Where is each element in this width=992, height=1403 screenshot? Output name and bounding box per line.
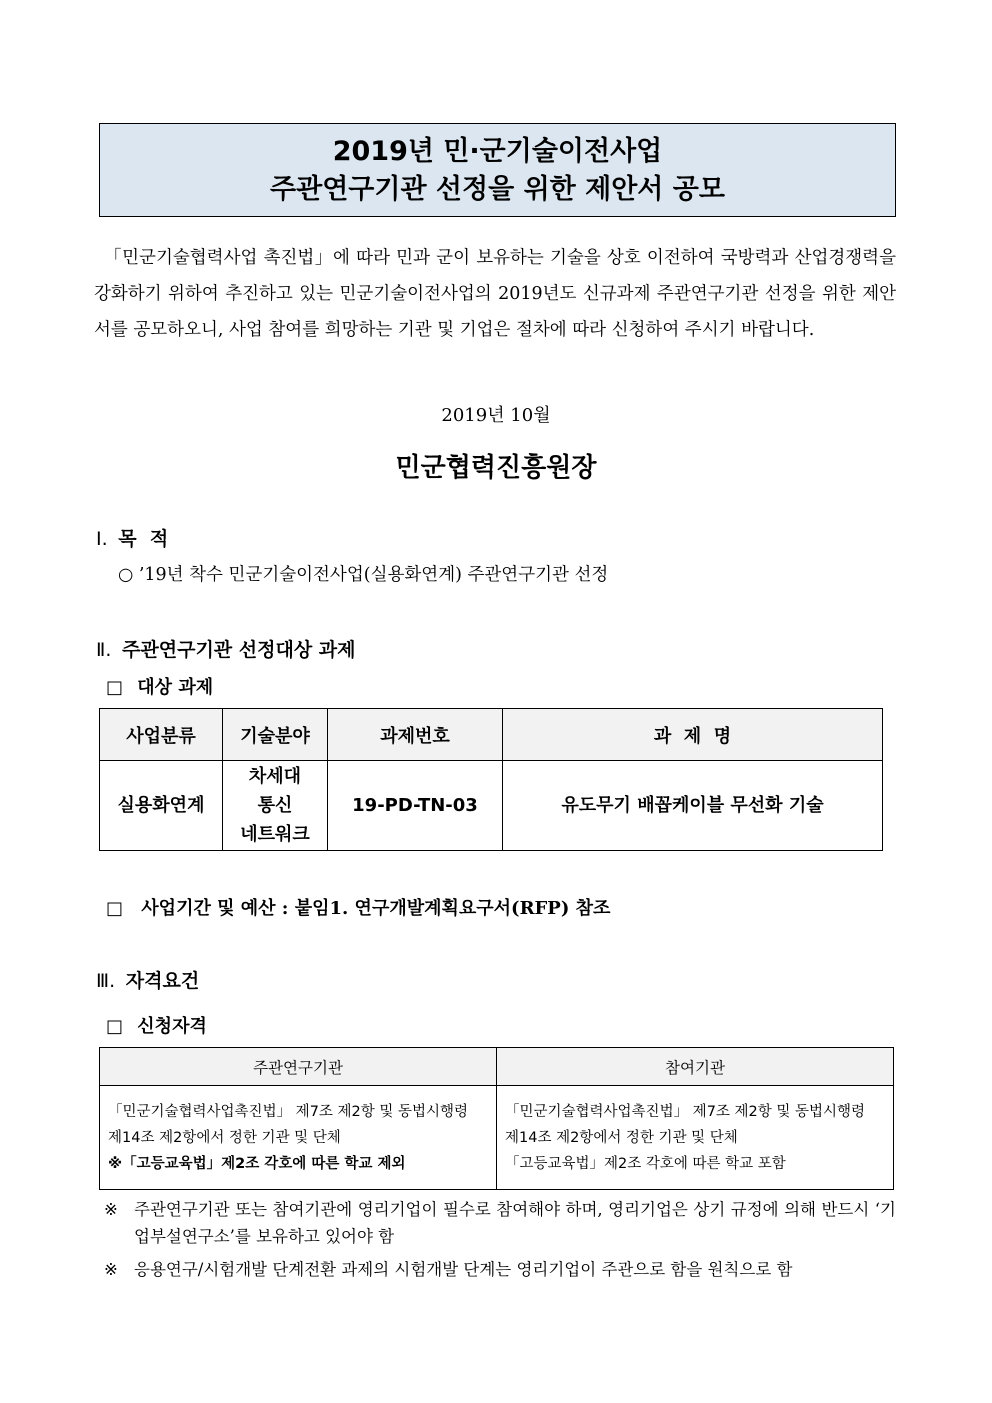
header-lead-institution: 주관연구기관 [100,1048,497,1086]
eligibility-table [99,1047,894,1190]
section-1-heading [96,524,168,551]
requirement-line: 제14조 제2항에서 정한 기관 및 단체 [108,1129,341,1146]
title-line-2: 주관연구기관 선정을 위한 제안서 공모 [270,174,725,205]
requirement-line: 제14조 제2항에서 정한 기관 및 단체 [505,1129,738,1146]
section-3-sub [106,1012,207,1038]
section-2-sub-label: 대상 과제 [137,677,214,698]
cell-participating-requirements [497,1086,894,1190]
note-mark: ※ [104,1200,118,1219]
cell-category: 실용화연계 [100,761,223,851]
section-3-sub-label: 신청자격 [137,1016,207,1037]
section-2-sub [106,673,213,699]
cell-number: 19-PD-TN-03 [328,761,503,851]
table-header-row [100,1048,894,1086]
cell-field [223,761,328,851]
cell-lead-requirements [100,1086,497,1190]
section-1-number: Ⅰ. [96,528,108,550]
organization-name: 민군협력진흥원장 [395,453,597,483]
budget-text: 사업기간 및 예산 : 붙임1. 연구개발계획요구서(RFP) 참조 [141,898,611,919]
header-number: 과제번호 [328,709,503,761]
checkbox-square-icon: □ [106,1016,124,1037]
header-category: 사업분류 [100,709,223,761]
note-text: 주관연구기관 또는 참여기관에 영리기업이 필수로 참여해야 하며, 영리기업은 상기 규정에 의해 반드시 ‘기업부설연구소’를 보유하고 있어야 함 [134,1200,896,1246]
section-2-heading [96,635,356,662]
announcement-date: 2019년 10월 [441,405,551,426]
section-2-title: 주관연구기관 선정대상 과제 [122,639,356,661]
target-project-table [99,708,883,851]
table-header-row [100,709,883,761]
section-3-number: Ⅲ. [96,970,116,992]
requirement-line: 「민군기술협력사업촉진법」 제7조 제2항 및 동법시행령 [505,1103,866,1120]
requirement-inclusion: 「고등교육법」제2조 각호에 따른 학교 포함 [505,1155,786,1172]
note-2 [104,1256,896,1283]
note-text: 응용연구/시험개발 단계전환 과제의 시험개발 단계는 영리기업이 주관으로 함을 원칙으로 함 [134,1260,793,1279]
section-1-title: 목 적 [118,528,169,550]
intro-paragraph: 「민군기술협력사업 촉진법」에 따라 민과 군이 보유하는 기술을 상호 이전하여 국방력과 산업경쟁력을 강화하기 위하여 추진하고 있는 민군기술이전사업의 2019년도 신규과제 주관연구기관 선정을 위한 제안서를 공모하오니, 사업 참여를 희망하는 기관 및 기업은 절차에 따라 신청하여 주시기 바랍니다. [94,248,896,340]
header-participating-institution: 참여기관 [497,1048,894,1086]
checkbox-square-icon: □ [106,677,124,698]
requirement-exclusion: ※「고등교육법」제2조 각호에 따른 학교 제외 [108,1155,406,1172]
cell-field-line: 차세대 [248,766,302,787]
section-1-bullet: ○ ’19년 착수 민군기술이전사업(실용화연계) 주관연구기관 선정 [118,565,609,585]
cell-field-line: 통신 [257,795,293,816]
section-3-title: 자격요건 [125,970,200,992]
table-row [100,1086,894,1190]
header-field: 기술분야 [223,709,328,761]
title-line-1: 2019년 민·군기술이전사업 [332,136,663,167]
note-mark: ※ [104,1260,118,1279]
header-name: 과 제 명 [503,709,883,761]
section-2-number: Ⅱ. [96,639,112,661]
note-1 [104,1196,896,1250]
budget-line [106,894,610,920]
requirement-line: 「민군기술협력사업촉진법」 제7조 제2항 및 동법시행령 [108,1103,469,1120]
cell-field-line: 네트워크 [240,824,310,845]
checkbox-square-icon: □ [106,898,124,919]
table-row [100,761,883,851]
section-3-heading [96,966,199,993]
title-box [99,123,896,217]
cell-name: 유도무기 배꼽케이블 무선화 기술 [503,761,883,851]
